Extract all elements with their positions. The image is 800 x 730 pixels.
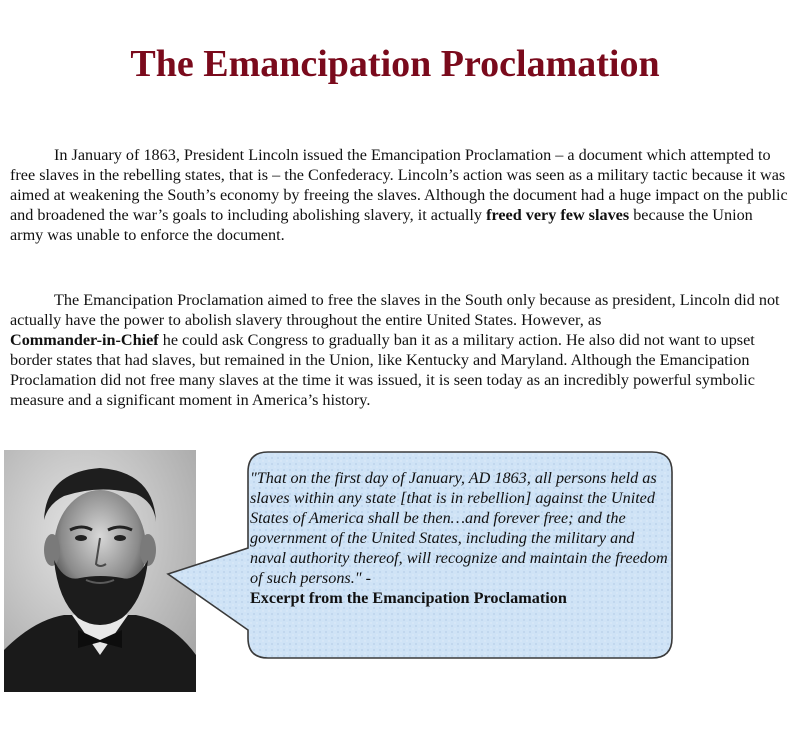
page-title: The Emancipation Proclamation [130,43,660,85]
paragraph-commander-bold: Commander-in-Chief [10,331,159,349]
paragraph-intro-text-end: because the Union army was unable to enforce the document. [10,206,753,244]
paragraph-intro-text: In January of 1863, President Lincoln issued the Emancipation Proclamation – a document which attempted to free slaves in the rebelling states, that is – the Confederacy. Lincoln’s action was seen as a military tactic because it was aimed at weakening the South’s economy by freeing the slaves. Although the document had a huge impact on the public and broadened the war’s goals to including abolishing slavery, it actually [10,146,788,224]
paragraph-intro-bold: freed very few slaves [486,206,630,224]
proclamation-quote [250,468,670,608]
quote-source: Excerpt from the Emancipation Proclamation [250,589,567,607]
paragraph-commander-text: The Emancipation Proclamation aimed to free the slaves in the South only because as president, Lincoln did not actually have the power to abolish slavery throughout the entire United States. However, as [10,291,780,329]
quote-text: "That on the first day of January, AD 1863, all persons held as slaves within any state [that is in rebellion] against the United States of America shall be then…and forever free; and the government of the United States, including the military and naval authority thereof, will recognize and maintain the freedom of such persons." - [250,469,668,587]
paragraph-commander-text-end: he could ask Congress to gradually ban it as a military action. He also did not want to upset border states that had slaves, but remained in the Union, like Kentucky and Maryland. Although the Emancipation Proclamation did not free many slaves at the time it was issued, it is seen today as an incredibly powerful symbolic measure and a significant moment in America’s history. [10,331,755,409]
